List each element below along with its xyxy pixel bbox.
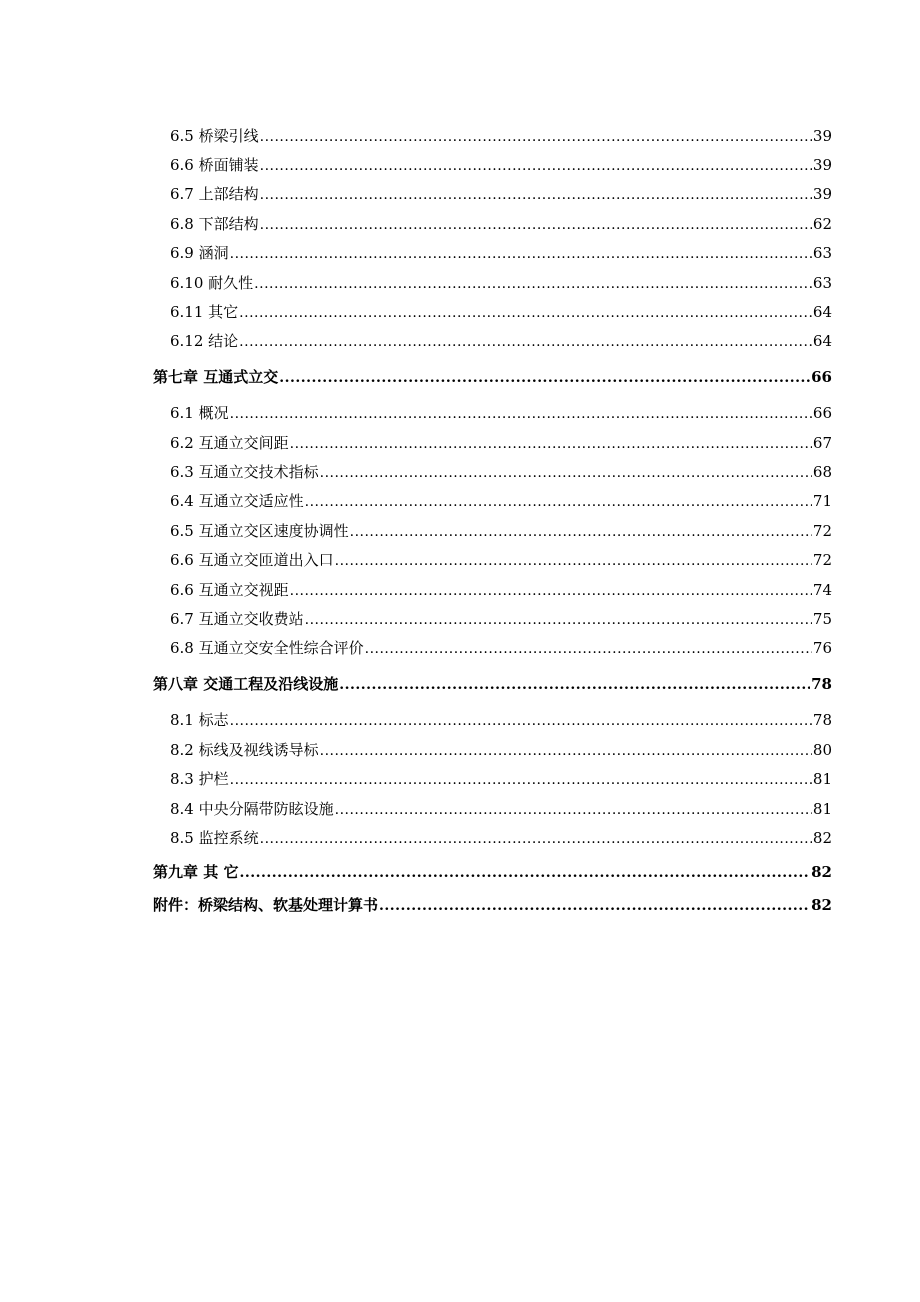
toc-entry <box>170 273 832 293</box>
toc-entry-page: 82 <box>811 863 832 881</box>
toc-entry <box>170 331 832 351</box>
dot-leader <box>230 770 812 790</box>
dot-leader <box>335 800 812 820</box>
toc-entry-page: 76 <box>812 639 832 657</box>
toc-entry-page: 82 <box>812 829 832 847</box>
toc-entry <box>170 184 832 204</box>
toc-entry-page: 68 <box>812 463 832 481</box>
toc-entry-page: 64 <box>812 303 832 321</box>
toc-entry-label: 6.6 互通立交匝道出入口 <box>170 551 334 569</box>
toc-entry-page: 81 <box>812 770 832 788</box>
toc-entry-label: 6.1 概况 <box>170 404 229 422</box>
toc-chapter-label: 第九章 其 它 <box>153 863 239 881</box>
toc-chapter-label: 第八章 交通工程及沿线设施 <box>153 675 339 693</box>
toc-entry-label: 6.8 互通立交安全性综合评价 <box>170 639 364 657</box>
dot-leader <box>279 368 810 388</box>
dot-leader <box>339 675 810 695</box>
toc-entry-page: 39 <box>812 156 832 174</box>
toc-entry-label: 6.8 下部结构 <box>170 215 259 233</box>
toc-entry-page: 64 <box>812 332 832 350</box>
toc-entry-label: 8.5 监控系统 <box>170 829 259 847</box>
toc-entry <box>170 740 832 760</box>
toc-entry <box>170 828 832 848</box>
toc-entry-label: 6.5 互通立交区速度协调性 <box>170 522 349 540</box>
toc-chapter-entry <box>153 862 832 882</box>
dot-leader <box>239 332 812 352</box>
toc-entry-page: 78 <box>811 675 832 693</box>
toc-entry-label: 6.12 结论 <box>170 332 239 350</box>
toc-entry-page: 63 <box>812 274 832 292</box>
toc-entry-page: 62 <box>812 215 832 233</box>
dot-leader <box>305 492 812 512</box>
dot-leader <box>260 127 812 147</box>
toc-entry-page: 78 <box>812 711 832 729</box>
toc-entry <box>170 243 832 263</box>
dot-leader <box>365 639 812 659</box>
toc-entry-label: 6.3 互通立交技术指标 <box>170 463 319 481</box>
toc-entry <box>170 403 832 423</box>
toc-entry-label: 6.4 互通立交适应性 <box>170 492 304 510</box>
toc-entry <box>170 799 832 819</box>
toc-chapter-label: 第七章 互通式立交 <box>153 368 279 386</box>
toc-entry <box>170 710 832 730</box>
toc-entry-page: 81 <box>812 800 832 818</box>
toc-entry-label: 6.11 其它 <box>170 303 239 321</box>
toc-entry <box>170 126 832 146</box>
toc-entry-label: 8.2 标线及视线诱导标 <box>170 741 319 759</box>
toc-entry-label: 8.1 标志 <box>170 711 229 729</box>
toc-entry <box>170 580 832 600</box>
dot-leader <box>260 215 812 235</box>
toc-entry-page: 72 <box>812 522 832 540</box>
toc-entry-label: 6.9 涵洞 <box>170 244 229 262</box>
dot-leader <box>260 829 812 849</box>
toc-entry-page: 82 <box>811 896 832 914</box>
dot-leader <box>239 863 810 883</box>
toc-chapter-entry <box>153 674 832 694</box>
toc-entry-page: 74 <box>812 581 832 599</box>
toc-entry-page: 80 <box>812 741 832 759</box>
toc-entry <box>170 433 832 453</box>
toc-entry-label: 6.7 上部结构 <box>170 185 259 203</box>
toc-entry <box>170 638 832 658</box>
toc-entry <box>170 521 832 541</box>
dot-leader <box>239 303 812 323</box>
toc-entry-page: 72 <box>812 551 832 569</box>
toc-entry-label: 6.7 互通立交收费站 <box>170 610 304 628</box>
toc-entry-label: 6.5 桥梁引线 <box>170 127 259 145</box>
toc-entry-label: 6.6 桥面铺装 <box>170 156 259 174</box>
dot-leader <box>230 404 812 424</box>
toc-entry-label: 8.3 护栏 <box>170 770 229 788</box>
dot-leader <box>350 522 812 542</box>
toc-entry <box>170 155 832 175</box>
toc-entry-page: 67 <box>812 434 832 452</box>
toc-entry-page: 71 <box>812 492 832 510</box>
toc-chapter-entry <box>153 895 832 915</box>
toc-chapter-label: 附件：桥梁结构、软基处理计算书 <box>153 896 379 914</box>
dot-leader <box>290 581 812 601</box>
toc-entry-label: 6.2 互通立交间距 <box>170 434 289 452</box>
toc-entry <box>170 550 832 570</box>
dot-leader <box>320 463 812 483</box>
toc-entry-page: 63 <box>812 244 832 262</box>
toc-chapter-entry <box>153 367 832 387</box>
dot-leader <box>379 896 810 916</box>
dot-leader <box>230 711 812 731</box>
toc-entry <box>170 609 832 629</box>
dot-leader <box>254 274 812 294</box>
toc-entry-page: 39 <box>812 185 832 203</box>
dot-leader <box>290 434 812 454</box>
dot-leader <box>260 156 812 176</box>
toc-entry <box>170 491 832 511</box>
toc-entry-label: 8.4 中央分隔带防眩设施 <box>170 800 334 818</box>
toc-entry <box>170 214 832 234</box>
toc-entry-page: 66 <box>812 404 832 422</box>
toc-entry-label: 6.6 互通立交视距 <box>170 581 289 599</box>
toc-entry <box>170 302 832 322</box>
toc-entry <box>170 769 832 789</box>
toc-entry <box>170 462 832 482</box>
dot-leader <box>320 741 812 761</box>
toc-entry-page: 39 <box>812 127 832 145</box>
dot-leader <box>305 610 812 630</box>
dot-leader <box>230 244 812 264</box>
dot-leader <box>260 185 812 205</box>
toc-entry-page: 66 <box>811 368 832 386</box>
dot-leader <box>335 551 812 571</box>
toc-entry-label: 6.10 耐久性 <box>170 274 254 292</box>
toc-entry-page: 75 <box>812 610 832 628</box>
